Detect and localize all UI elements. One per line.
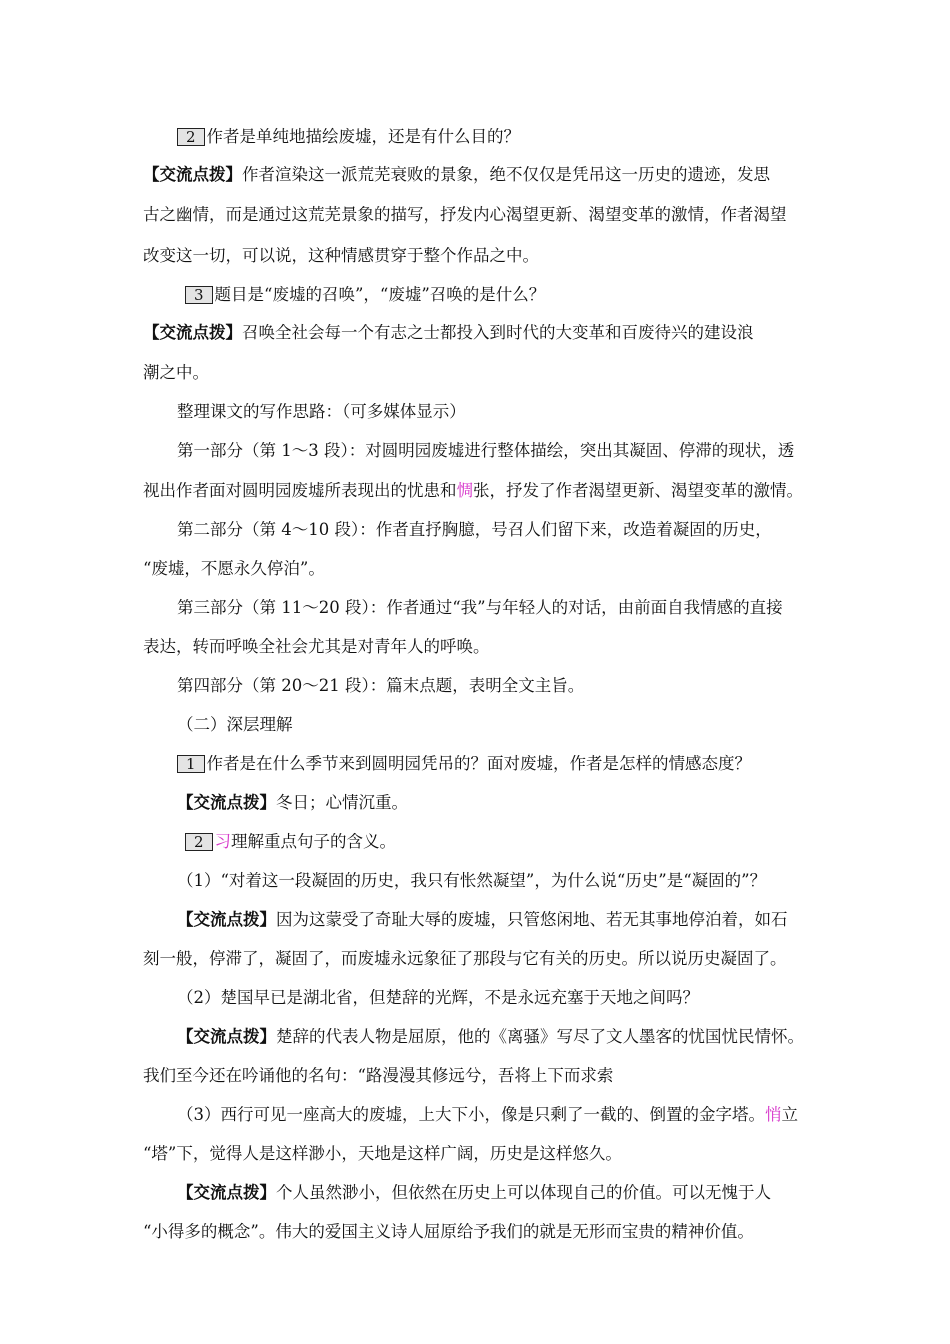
- sentence-1-answer-line-2: 刻一般，停滞了，凝固了，而废墟永远象征了那段与它有关的历史。所以说历史凝固了。: [143, 949, 787, 968]
- sentence-2-question: （2）楚国早已是湖北省，但楚辞的光辉，不是永远充塞于天地之间吗？: [177, 988, 699, 1007]
- answer-label: 【交流点拨】: [143, 165, 242, 184]
- sentence-2-answer-line-2: 我们至今还在吟诵他的名句：“路漫漫其修远兮，吾将上下而求索: [143, 1066, 614, 1085]
- answer-text: 楚辞的代表人物是屈原，他的《离骚》写尽了文人墨客的忧国忧民情怀。: [276, 1027, 804, 1046]
- sentence-3-answer-line-1: [177, 1183, 771, 1203]
- outline-part-2-line-1: 第二部分（第 4～10 段）：作者直抒胸臆，号召人们留下来，改造着凝固的历史，: [177, 520, 772, 539]
- answer-label: 【交流点拨】: [177, 793, 276, 812]
- question-text: 题目是“废墟的召唤”，“废墟”召唤的是什么？: [214, 285, 546, 304]
- outline-part-2-line-2: “废墟，不愿永久停泊”。: [143, 559, 325, 578]
- answer-label: 【交流点拨】: [177, 1027, 276, 1046]
- highlighted-char: 习: [214, 832, 232, 851]
- question-3: [185, 285, 545, 305]
- question-text: 作者是在什么季节来到圆明园凭吊的？面对废墟，作者是怎样的情感态度？: [206, 754, 752, 773]
- question-text: 理解重点句子的含义。: [231, 832, 397, 851]
- deep-question-1: [177, 754, 751, 774]
- outline-text: 视出作者面对圆明园废墟所表现出的忧患和: [143, 481, 457, 500]
- outline-text: 张，抒发了作者渴望更新、渴望变革的激情。: [473, 481, 803, 500]
- answer-text: 个人虽然渺小，但依然在历史上可以体现自己的价值。可以无愧于人: [276, 1183, 771, 1202]
- answer-label: 【交流点拨】: [177, 1183, 276, 1202]
- answer-text: 作者渲染这一派荒芜衰败的景象，绝不仅仅是凭吊这一历史的遗迹，发思: [242, 165, 770, 184]
- question-text: 立: [781, 1105, 798, 1124]
- section-heading: （二）深层理解: [177, 715, 293, 734]
- deep-answer-1: [177, 793, 408, 813]
- question-text: （3）西行可见一座高大的废墟，上大下小，像是只剩了一截的、倒置的金字塔。: [177, 1105, 765, 1124]
- sentence-2-answer-line-1: [177, 1027, 804, 1047]
- answer-3-line-1: [143, 323, 754, 343]
- sentence-3-question-line-2: “塔”下，觉得人是这样渺小，天地是这样广阔，历史是这样悠久。: [143, 1144, 622, 1163]
- sentence-3-question-line-1: [177, 1105, 798, 1125]
- answer-2-line-3: 改变这一切，可以说，这种情感贯穿于整个作品之中。: [143, 246, 539, 265]
- answer-text: 召唤全社会每一个有志之士都投入到时代的大变革和百废待兴的建设浪: [242, 323, 754, 342]
- outline-part-1-line-2: [143, 481, 803, 501]
- question-number-box: 2: [185, 833, 213, 851]
- sentence-3-answer-line-2: “小得多的概念”。伟大的爱国主义诗人屈原给予我们的就是无形而宝贵的精神价值。: [143, 1222, 754, 1241]
- answer-text: 因为这蒙受了奇耻大辱的废墟，只管悠闲地、若无其事地停泊着，如石: [276, 910, 788, 929]
- question-number-box: 1: [177, 755, 205, 773]
- answer-2-line-2: 古之幽情，而是通过这荒芜景象的描写，抒发内心渴望更新、渴望变革的激情，作者渴望: [143, 205, 787, 224]
- question-number-box: 3: [185, 286, 213, 304]
- sentence-1-question: （1）“对着这一段凝固的历史，我只有怅然凝望”，为什么说“历史”是“凝固的”？: [177, 871, 767, 890]
- answer-3-line-2: 潮之中。: [143, 363, 209, 382]
- outline-part-3-line-1: 第三部分（第 11～20 段）：作者通过“我”与年轻人的对话，由前面自我情感的直接: [177, 598, 783, 617]
- outline-title: 整理课文的写作思路：（可多媒体显示）: [177, 402, 466, 421]
- question-number-box: 2: [177, 128, 205, 146]
- answer-label: 【交流点拨】: [143, 323, 242, 342]
- outline-part-3-line-2: 表达，转而呼唤全社会尤其是对青年人的呼唤。: [143, 637, 490, 656]
- answer-label: 【交流点拨】: [177, 910, 276, 929]
- highlighted-char: 悄: [765, 1105, 782, 1124]
- answer-text: 冬日；心情沉重。: [276, 793, 408, 812]
- outline-part-4: 第四部分（第 20～21 段）：篇末点题，表明全文主旨。: [177, 676, 585, 695]
- sentence-1-answer-line-1: [177, 910, 788, 930]
- answer-2-line-1: [143, 165, 770, 185]
- question-text: 作者是单纯地描绘废墟，还是有什么目的？: [206, 127, 521, 146]
- outline-part-1-line-1: 第一部分（第 1～3 段）：对圆明园废墟进行整体描绘，突出其凝固、停滞的现状，透: [177, 441, 795, 460]
- deep-question-2: [185, 832, 396, 852]
- highlighted-char: 惆: [456, 481, 473, 500]
- question-2: [177, 127, 520, 147]
